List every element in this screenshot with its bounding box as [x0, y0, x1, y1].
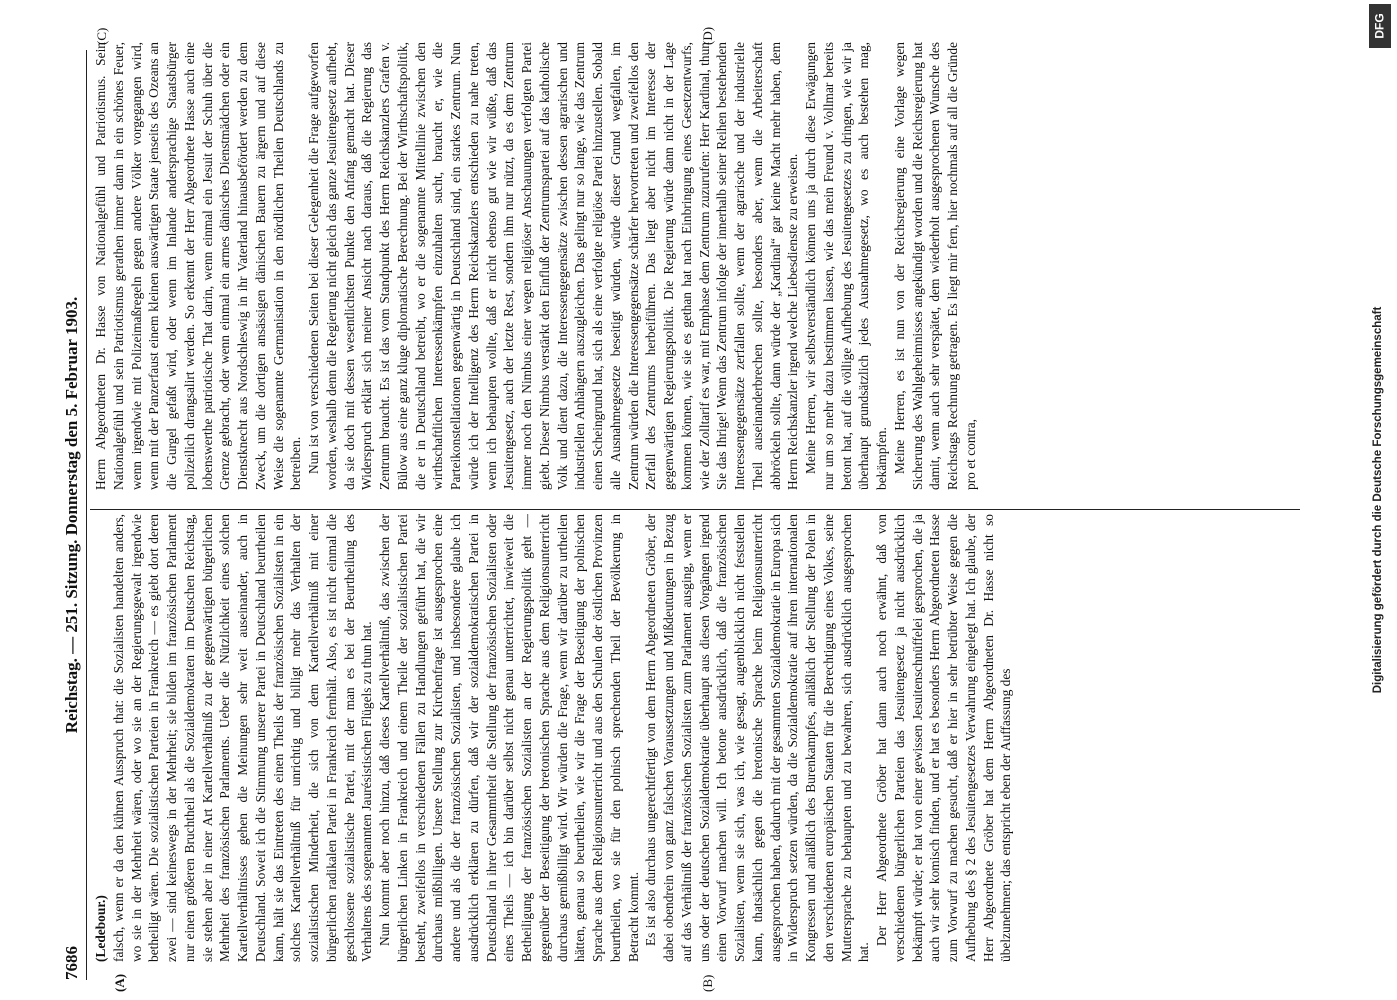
margin-marker-d: (D) — [700, 26, 715, 45]
session-title: Reichstag. — 251. Sitzung. Donnerstag den 5. Februar 1903. — [62, 296, 81, 734]
margin-marker-b: (B) — [700, 974, 715, 992]
margin-marker-c: (C) — [94, 27, 109, 45]
right-paragraph-4: Meine Herren, es ist nun von der Reichsregierung eine Vorlage wegen Sicherung des Wahlgeheimnisses angekündigt worden und die Reichsregierung hat damit, wenn auch sehr verspätet, dem wiederholt ausgesprochenen Wunsche des Reichstags Rechnung getragen. Es liegt mir fern, hier nochmals auf all die Gründe pro et contra, — [891, 42, 978, 490]
margin-marker-a: (A) — [112, 973, 127, 992]
right-paragraph-2: Nun ist von verschiedenen Seiten bei dieser Gelegenheit die Frage aufgeworfen worden, weshalb denn die Regierung nicht gleich das ganze Jesuitengesetz aufhebt, da sie doch mit dessen wesentlichsten Punkte den Anfang gemacht hat. Dieser Widerspruch erklärt sich meiner Ansicht nach daraus, daß die Regierung das Zentrum braucht. Es ist das vom Standpunkt des Herrn Reichskanzlers Grafen v. Bülow aus eine ganz kluge diplomatische Berechnung. Bei der Wirthschaftspolitik, die er in Deutschland betreibt, wo er die sogenannte Mittellinie zwischen den wirthschaftlichen Interessenkämpfen einzuhalten sucht, braucht er, wie die Parteikonstellationen gegenwärtig in Deutschland sind, ein starkes Zentrum. Nun würde ich der Intelligenz des Herrn Reichskanzlers entschieden zu nahe treten, wenn ich behaupten wollte, daß er nicht ebenso gut wie wir wüßte, daß das Jesuitengesetz, auch der letzte Rest, sondern ihm nur nützt, da es dem Zentrum immer noch den Nimbus einer wegen religiöser Anschauungen verfolgten Partei giebt. Dieser Nimbus verstärkt den Einfluß der Zentrumspartei auf das katholische Volk und dient dazu, die Interessengegensätze zwischen dessen agrarischen und industriellen Anhängern auszugleichen. Das gelingt nur so lange, wie das Zentrum einen Scheingrund hat, sich als eine verfolgte religiöse Partei hinzustellen. Sobald alle Ausnahmegesetze beseitigt würden, würde dieser Grund wegfallen, im Zentrum würden die Interessengegensätze schärfer hervortreten und zweifellos den Zerfall des Zentrums herbeiführen. Das liegt aber nicht im Interesse der gegenwärtigen Regierungspolitik. Die Regierung würde dann nicht in der Lage kommen können, wie sie es gethan hat nach Einbringung eines Gesetzentwurfs, wie der Zolltarif es war, mit Emphase dem Zentrum zuzurufen: Herr Kardinal, thun Sie das Ihrige! Wenn das Zentrum infolge der innerhalb seiner Reihen bestehenden Interessengegensätze zerfallen sollte, wenn der agrarische und der industrielle Theil auseinanderbrechen sollte, besonders aber, wenn die Arbeiterschaft abbröckeln sollte, dann würde der „Kardinal“ gar keine Macht mehr haben, dem Herrn Reichskanzler irgend welche Liebesdienste zu erweisen. — [306, 42, 801, 490]
right-text-column — [92, 42, 1302, 490]
left-paragraph-1: falsch, wenn er da den kühnen Ausspruch that: die Sozialisten handelten anders, wo sie in der Mehrheit wären, oder wo sie an der Regierungsgewalt irgendwie betheiligt wären. Die sozialistischen Parteien in Frankreich — es giebt dort deren zwei — sind keineswegs in der Mehrheit; sie bilden im französischen Parlament nur einen größeren Bruchtheil als die Sozialdemokraten im Deutschen Reichstag, sie stehen aber in einer Art Kartellverhältniß zu der gegenwärtigen bürgerlichen Mehrheit des französischen Parlaments. Ueber die Nützlichkeit eines solchen Kartellverhältnisses gehen die Meinungen sehr weit auseinander, auch in Deutschland. Soweit ich die Stimmung unserer Partei in Deutschland beurtheilen kann, hält sie das Eintreten des einen Theils der französischen Sozialisten in ein solches Kartellverhältniß für unrichtig und billigt mehr das Verhalten der sozialistischen Minderheit, die sich von dem Kartellverhältniß mit einer bürgerlichen radikalen Partei in Frankreich fernhält. Also, es ist nicht einmal die geschlossene sozialistische Partei, mit der man es bei der Beurtheilung des Verhaltens des sogenannten Jaurésistischen Flügels zu thun hat. — [110, 514, 375, 962]
column-divider — [90, 509, 1300, 510]
left-text-column — [92, 514, 1302, 962]
digitization-watermark — [1367, 0, 1389, 1000]
dfg-logo-text: DFG — [1373, 13, 1387, 39]
page-number: 7686 — [62, 946, 81, 980]
left-paragraph-2: Nun kommt aber noch hinzu, daß dieses Kartellverhältniß, das zwischen der bürgerlichen Linken in Frankreich und einem Theile der sozialistischen Partei besteht, zweifellos in verschiedenen Fällen zu Handlungen geführt hat, die wir durchaus mißbilligen. Unsere Stellung zur Kirchenfrage ist ausgesprochen eine andere und als die der französischen Sozialisten, und insbesondere glaube ich ausdrücklich erklären zu dürfen, daß wir der sozialdemokratischen Partei in Deutschland in ihrer Gesammtheit die Stellung der französischen Sozialisten oder eines Theils — ich bin darüber selbst nicht genau unterrichtet, inwieweit die Betheiligung der französischen Sozialisten an der Regierungspolitik geht — gegenüber der Beseitigung der bretonischen Sprache aus dem Religionsunterricht durchaus gemißbilligt wird. Wir würden die Frage, wenn wir darüber zu urtheilen hätten, genau so beurtheilen, wie wir die Frage der Beseitigung der polnischen Sprache aus dem Religionsunterricht und aus den Schulen der östlichen Provinzen beurtheilen, wo sie für den polnisch sprechenden Theil der Bevölkerung in Betracht kommt. — [377, 514, 641, 962]
speaker-label: (Ledebour.) — [93, 895, 108, 962]
right-paragraph-3: Meine Herren, wir selbstverständlich können uns ja durch diese Erwägungen nur um so mehr dazu bestimmen lassen, wie das mein Freund v. Vollmar bereits betont hat, auf die völlige Aufhebung des Jesuitengesetzes zu dringen, wie wir ja überhaupt grundsätzlich jedes Ausnahmegesetz, wo es auch bestehen mag, bekämpfen. — [803, 42, 889, 490]
page-header — [58, 50, 87, 980]
watermark-text: Digitalisierung gefördert durch die Deutsche Forschungsgemeinschaft — [1372, 306, 1384, 694]
dfg-logo — [1369, 4, 1391, 48]
left-paragraph-3: Es ist also durchaus ungerechtfertigt von dem Herrn Abgeordneten Gröber, der dabei obendrein von ganz falschen Voraussetzungen und Mißdeutungen in Bezug auf das Verhältniß der französischen Sozialisten zum Parlament ausging, wenn er uns oder der deutschen Sozialdemokratie überhaupt aus diesen Vorgängen irgend einen Vorwurf machen will. Ich betone ausdrücklich, daß die französischen Sozialisten, wenn sie sich, was ich, wie gesagt, augenblicklich nicht feststellen kann, thatsächlich gegen die bretonische Sprache beim Religionsunterricht ausgesprochen haben, dadurch mit der gesammten Sozialdemokratie in Europa sich in Widerspruch setzen würden, da die Sozialdemokratie auf ihren internationalen Kongressen und anläßlich des Burenkampfes, anläßlich der Stellung der Polen in den verschiedenen europäischen Staaten für die Berechtigung eines Volkes, seine Muttersprache zu behaupten und zu bewahren, sich ausdrücklich ausgesprochen hat. — [643, 514, 872, 962]
right-paragraph-1: Herrn Abgeordneten Dr. Hasse von Nationalgefühl und Patriotismus. Sein Nationalgefühl und sein Patriotismus gerathen immer dann in ein schönes Feuer, wenn irgendwie mit Polizeimaßregeln gegen andere Völker vorgegangen wird, wenn mit der Panzerfaust einem kleinen auswärtigen Staate jenseits des Ozeans an die Gurgel gefaßt wird, oder wenn im Inlande andersprachige Staatsbürger polizeilich drangsalirt werden. So erkennt der Herr Abgeordnete Hasse auch eine lobenswerthe patriotische That darin, wenn einmal ein Jesuit der Schuh über die Grenze gebracht, oder wenn einmal ein armes dänisches Dienstmädchen oder ein Dienstknecht aus Nordschleswig in ihr Vaterland hinausbefördert werden zu dem Zweck, um die dortigen ansässigen dänischen Bauern zu ärgern und auf diese Weise die sogenannte Germanisation in den nördlichen Theilen Deutschlands zu betreiben. — [93, 42, 304, 490]
left-paragraph-4: Der Herr Abgeordnete Gröber hat dann auch noch erwähnt, daß von verschiedenen bürgerlichen Parteien das Jesuitengesetz ja nicht ausdrücklich bekämpft würde; er hat von einer gewissen Jesuitenschnüffelei gesprochen, die ja auch wir sehr komisch finden, und er hat es besonders Herrn Abgeordneten Hasse zum Vorwurf zu machen gesucht, daß er hier in sehr betrübter Weise gegen die Aufhebung des § 2 des Jesuitengesetzes Verwahrung eingelegt hat. Ich glaube, der Herr Abgeordnete Gröber hat dem Herrn Abgeordneten Dr. Hasse nicht so übelzunehmen; das entspricht eben der Auffassung des — [874, 514, 1014, 962]
